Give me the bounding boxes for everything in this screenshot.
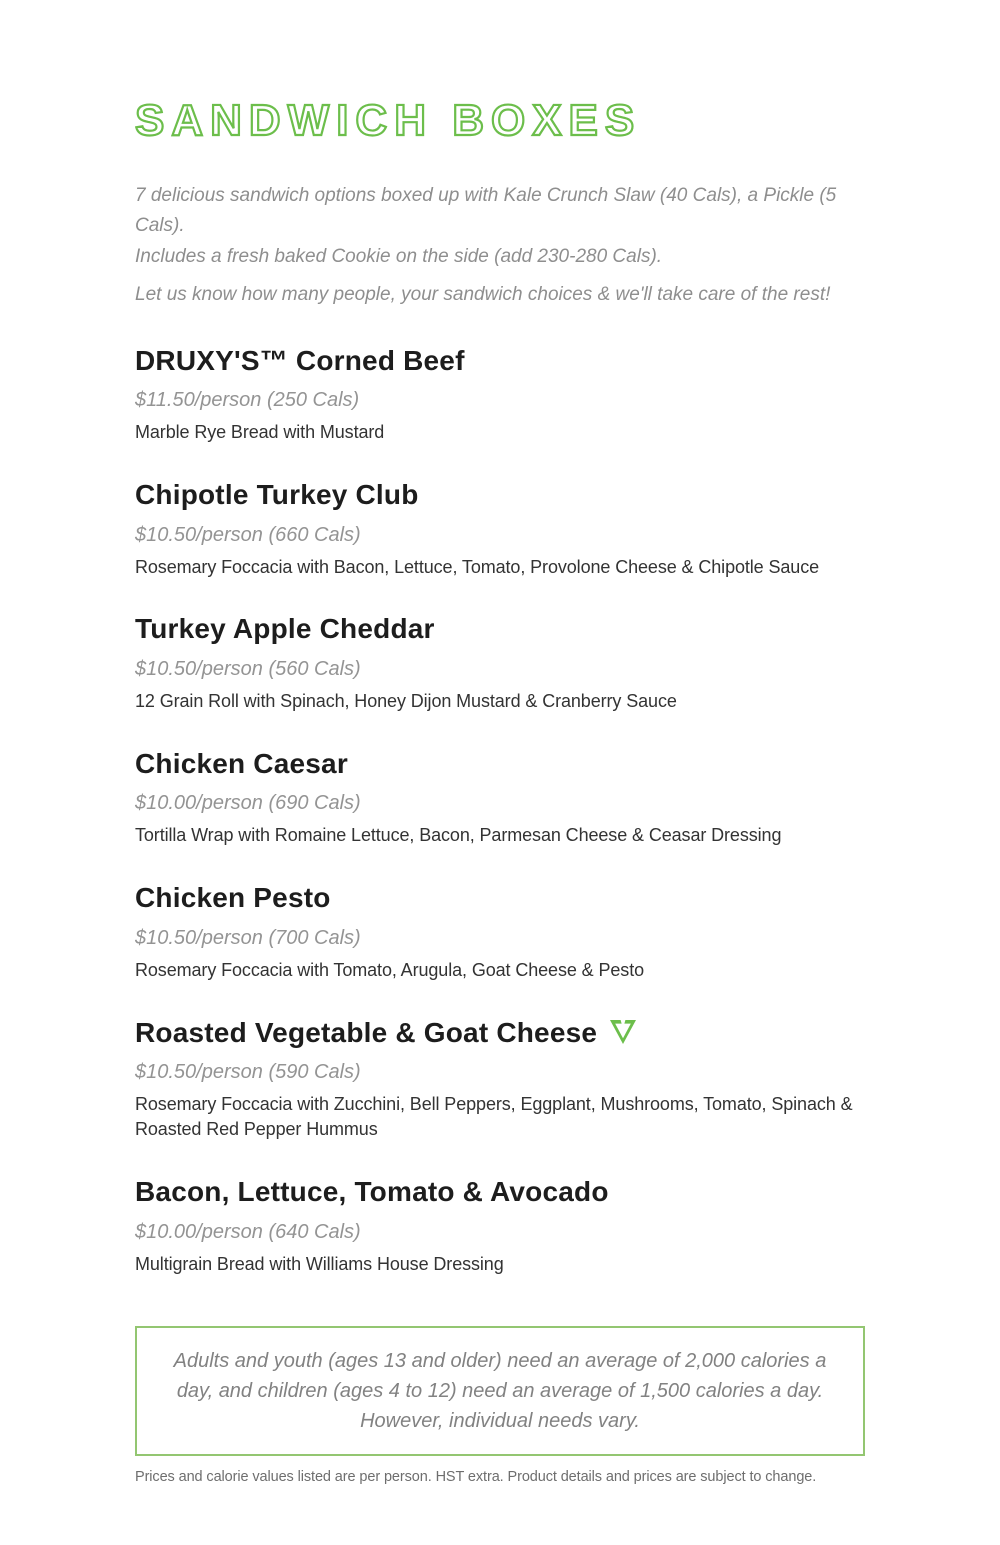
calorie-notice-line-3: However, individual needs vary.	[360, 1410, 640, 1433]
item-description: Rosemary Foccacia with Bacon, Lettuce, Tomato, Provolone Cheese & Chipotle Sauce	[135, 556, 820, 577]
menu-item-roasted-vegetable-goat-cheese	[135, 1016, 865, 1142]
intro-line-2: Includes a fresh baked Cookie on the side (add 230-280 Cals).	[135, 245, 663, 267]
item-description: Multigrain Bread with Williams House Dressing	[135, 1253, 504, 1274]
item-price: $10.50/person (560 Cals)	[135, 658, 361, 680]
menu-item-turkey-apple-cheddar	[135, 612, 865, 713]
item-name-text: Turkey Apple Cheddar	[135, 613, 435, 645]
item-description: Rosemary Foccacia with Zucchini, Bell Peppers, Eggplant, Mushrooms, Tomato, Spinach & Roasted Red Pepper Hummus	[135, 1094, 853, 1140]
item-name	[135, 1175, 865, 1209]
item-name-text: DRUXY'S™ Corned Beef	[135, 344, 465, 376]
intro-line-3: Let us know how many people, your sandwich choices & we'll take care of the rest!	[135, 284, 831, 306]
menu-item-chicken-caesar	[135, 747, 865, 848]
item-price: $10.50/person (700 Cals)	[135, 926, 361, 949]
menu-item-chicken-pesto	[135, 881, 865, 982]
vegetarian-icon	[609, 1019, 637, 1045]
calorie-notice-line-1: Adults and youth (ages 13 and older) need an average of 2,000 calories a	[173, 1350, 827, 1373]
intro-block	[135, 181, 865, 311]
disclaimer-text: Prices and calorie values listed are per person. HST extra. Product details and prices are subject to change.	[135, 1469, 817, 1486]
page-title: SANDWICH BOXES	[135, 96, 642, 145]
item-price: $11.50/person (250 Cals)	[135, 389, 360, 412]
menu-item-corned-beef	[135, 344, 865, 445]
item-name-text: Chicken Caesar	[135, 747, 348, 779]
item-name-text: Chicken Pesto	[135, 882, 331, 914]
item-name	[135, 1016, 865, 1050]
menu-item-blt-avocado	[135, 1175, 865, 1276]
item-name-text: Chipotle Turkey Club	[135, 478, 419, 510]
item-name-text: Bacon, Lettuce, Tomato & Avocado	[135, 1175, 609, 1207]
calorie-notice-line-2: day, and children (ages 4 to 12) need an average of 1,500 calories a day.	[176, 1380, 824, 1403]
item-price: $10.50/person (590 Cals)	[135, 1061, 361, 1084]
item-name	[135, 478, 865, 512]
menu-item-chipotle-turkey-club	[135, 478, 865, 579]
intro-line-1: 7 delicious sandwich options boxed up with Kale Crunch Slaw (40 Cals), a Pickle (5 Cals).	[135, 185, 837, 237]
item-description: Tortilla Wrap with Romaine Lettuce, Bacon, Parmesan Cheese & Ceasar Dressing	[135, 825, 782, 846]
calorie-notice-box	[135, 1326, 865, 1456]
item-price: $10.00/person (640 Cals)	[135, 1220, 361, 1243]
item-name	[135, 747, 865, 781]
item-description: Marble Rye Bread with Mustard	[135, 422, 385, 443]
item-name-text: Roasted Vegetable & Goat Cheese	[135, 1016, 598, 1048]
item-name	[135, 612, 865, 646]
item-name	[135, 344, 865, 378]
item-price: $10.00/person (690 Cals)	[135, 792, 361, 815]
item-price: $10.50/person (660 Cals)	[135, 523, 361, 546]
item-name	[135, 881, 865, 915]
item-description: Rosemary Foccacia with Tomato, Arugula, Goat Cheese & Pesto	[135, 959, 645, 980]
item-description: 12 Grain Roll with Spinach, Honey Dijon Mustard & Cranberry Sauce	[135, 691, 677, 711]
